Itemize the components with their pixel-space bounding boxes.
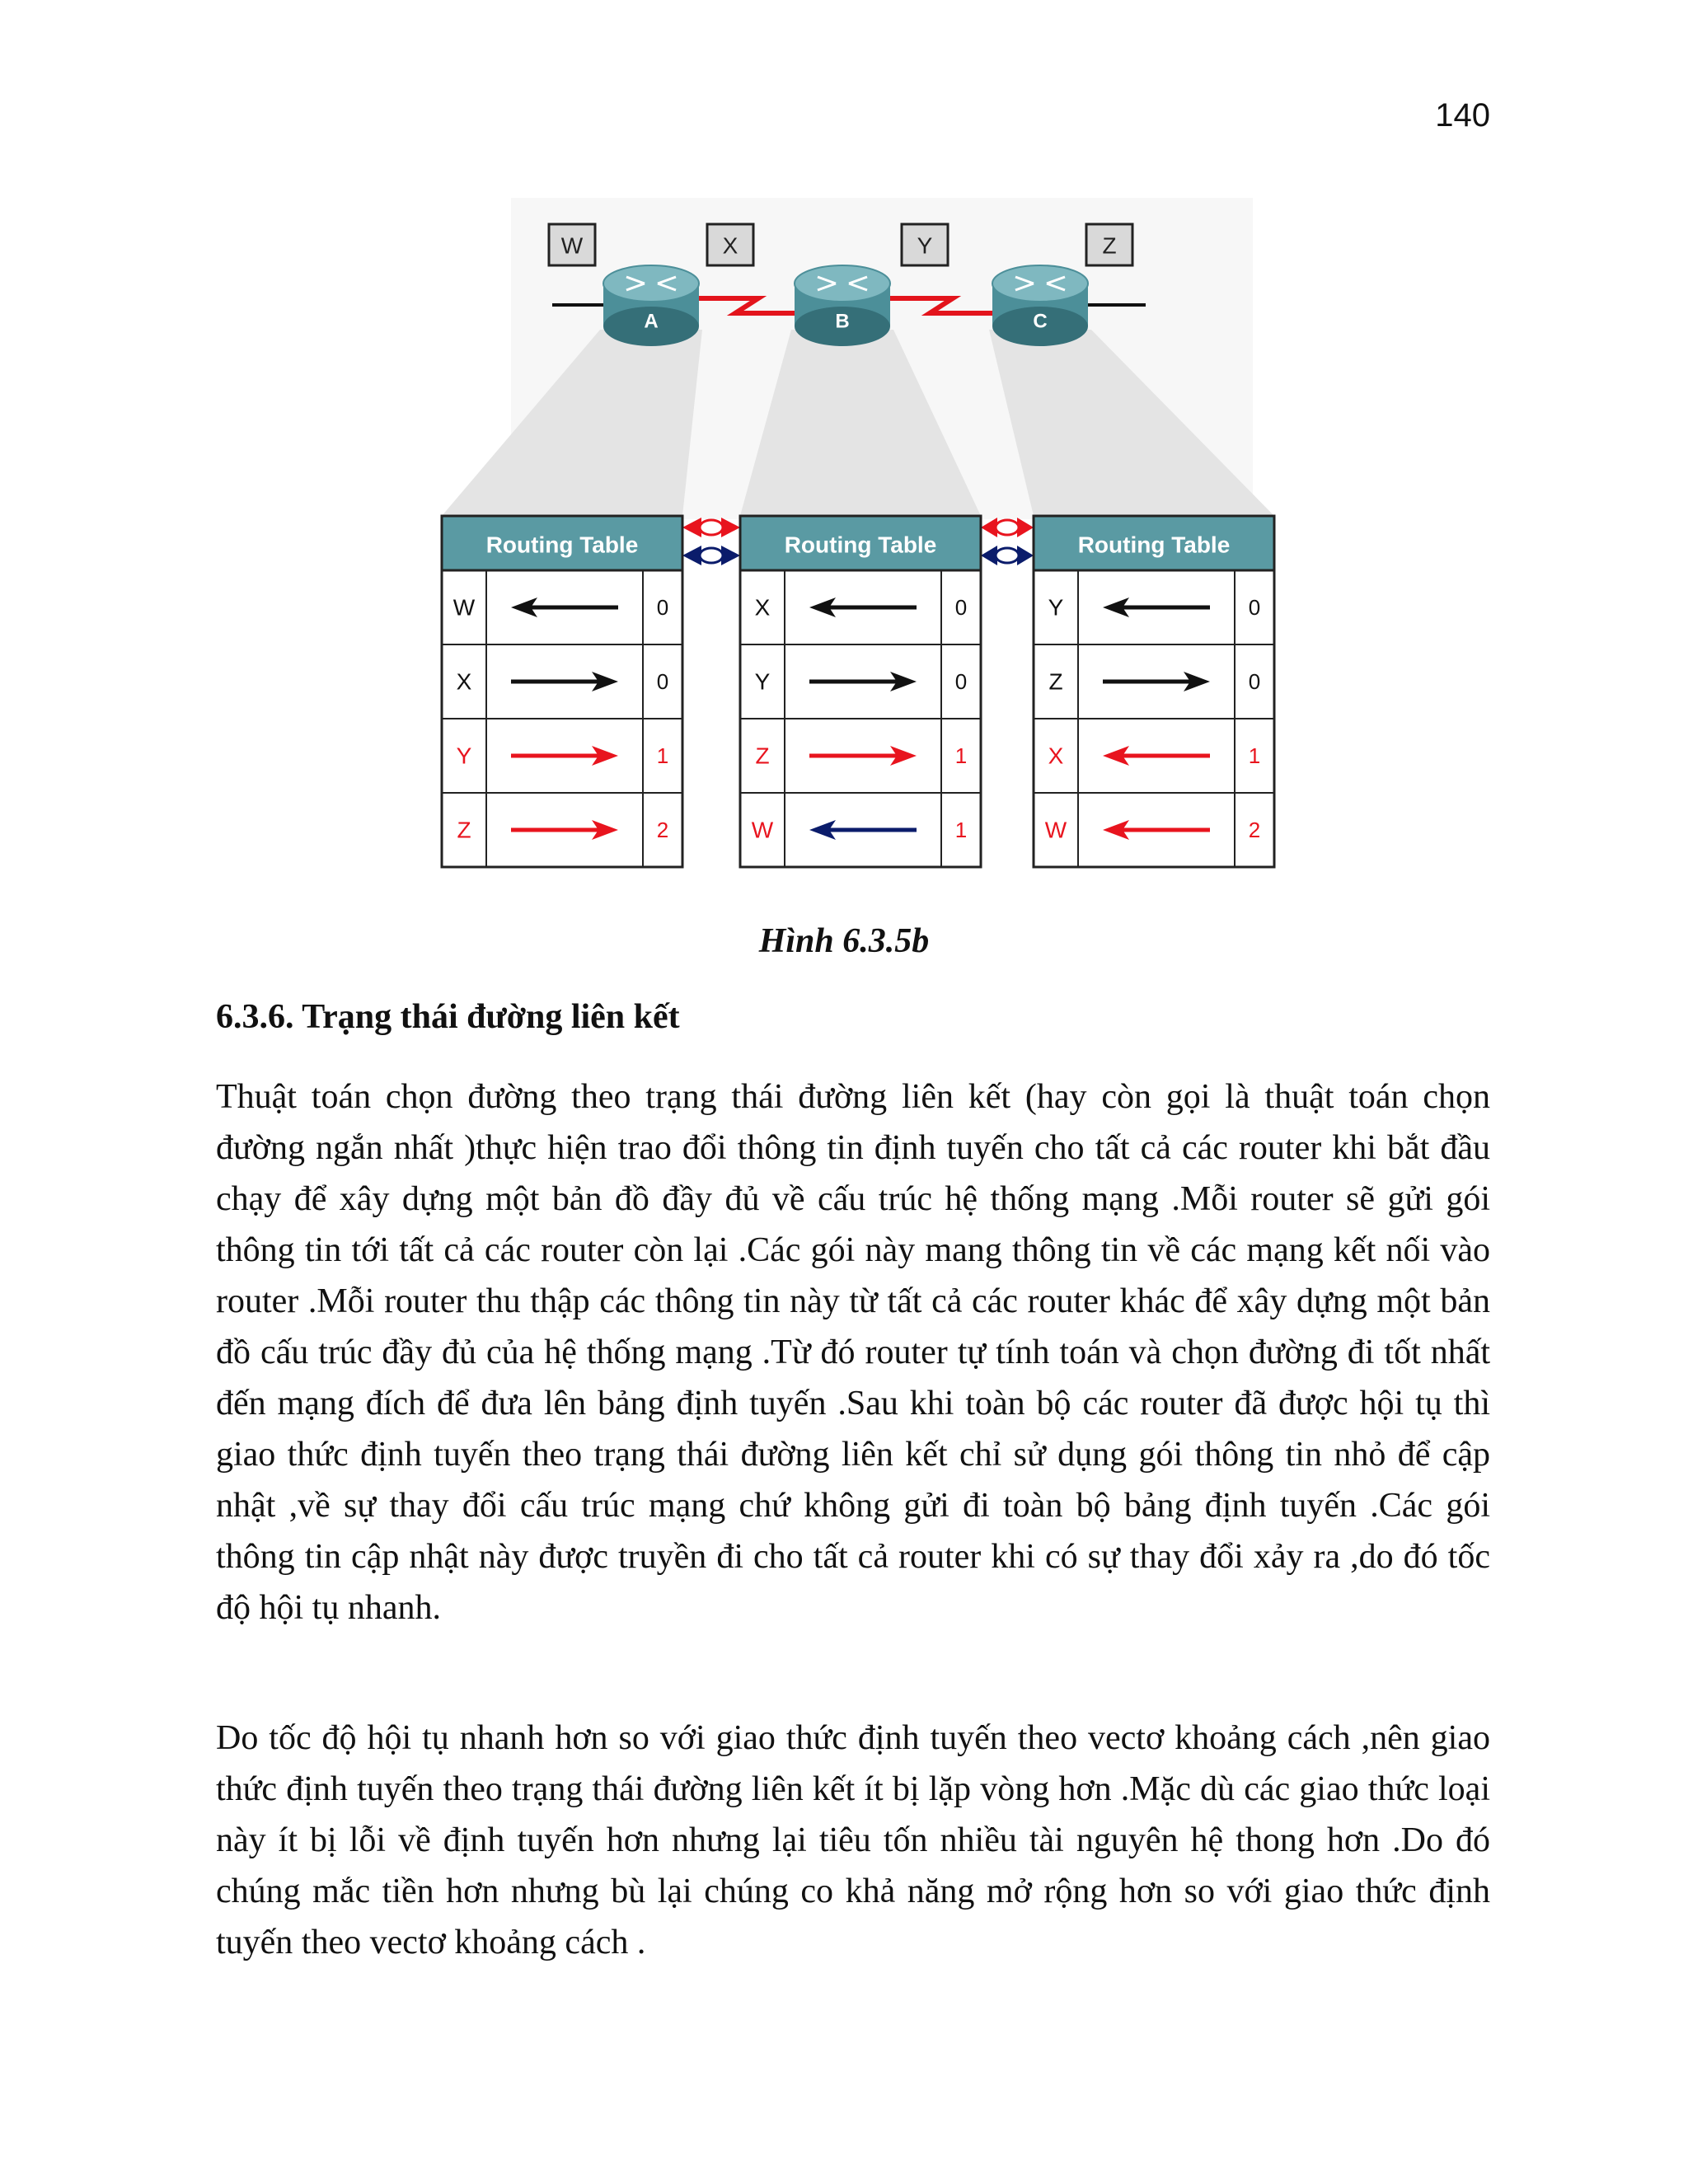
routing-table-b [740, 516, 981, 867]
table-header-text: Routing Table [784, 532, 937, 558]
row-hop-count: 0 [1248, 669, 1261, 694]
routing-table-a [442, 516, 682, 867]
row-network: Z [755, 743, 770, 769]
update-arrow-navy-center [996, 548, 1019, 563]
row-network: Y [1048, 594, 1064, 621]
row-hop-count: 0 [1248, 595, 1261, 620]
network-diagram [429, 198, 1335, 907]
router-top [992, 265, 1088, 302]
update-arrow-red-center [700, 520, 723, 535]
update-exchange-b-c [981, 518, 1034, 565]
row-network: W [751, 817, 774, 843]
network-label-text: W [560, 232, 584, 259]
routing-table-c [1034, 516, 1274, 867]
network-label-w [549, 224, 595, 265]
row-hop-count: 1 [656, 743, 669, 768]
row-network: W [452, 594, 476, 621]
row-hop-count: 1 [1248, 743, 1261, 768]
network-label-z [1086, 224, 1132, 265]
row-network: X [1048, 743, 1064, 769]
row-hop-count: 0 [954, 669, 968, 694]
row-hop-count: 0 [656, 669, 669, 694]
row-network: Z [1048, 668, 1063, 695]
router-b-icon [795, 265, 890, 346]
row-network: Y [754, 668, 771, 695]
router-a-icon [603, 265, 699, 346]
row-network: Y [456, 743, 472, 769]
router-label: A [644, 310, 659, 333]
paragraph-1: Thuật toán chọn đường theo trạng thái đường liên kết (hay còn gọi là thuật toán chọn đường ngắn nhất )thực hiện trao đổi thông tin định tuyến cho tất cả các router khi bắt đầu chạy để xây dựng một bản đồ đầy đủ về cấu trúc hệ thống mạng .Mỗi router sẽ gửi gói thông tin tới tất cả các router còn lại .Các gói này mang thông tin về các mạng kết nối vào router .Mỗi router thu thập các thông tin này từ tất cả các router khác để xây dựng một bản đồ cấu trúc đầy đủ của hệ thống mạng .Từ đó router tự tính toán và chọn đường đi tốt nhất đến mạng đích để đưa lên bảng định tuyến .Sau khi toàn bộ các router đã được hội tụ thì giao thức định tuyến theo trạng thái đường liên kết chỉ sử dụng gói thông tin nhỏ để cập nhật ,về sự thay đổi cấu trúc mạng chứ không gửi đi toàn bộ bảng định tuyến .Các gói thông tin cập nhật này được truyền đi cho tất cả router khi có sự thay đổi xảy ra ,do đó tốc độ hội tụ nhanh. [216, 1078, 1490, 1627]
network-label-text: Y [917, 232, 933, 259]
update-arrow-navy-center [700, 548, 723, 563]
row-network: Z [457, 817, 471, 843]
page-number: 140 [1435, 97, 1490, 134]
router-top [603, 265, 699, 302]
router-top [795, 265, 890, 302]
update-arrow-red-center [996, 520, 1019, 535]
router-label: B [835, 310, 850, 333]
network-label-x [707, 224, 753, 265]
row-hop-count: 0 [954, 595, 968, 620]
table-header-text: Routing Table [1077, 532, 1231, 558]
update-exchange-a-b [682, 518, 740, 565]
table-header-text: Routing Table [485, 532, 639, 558]
row-hop-count: 0 [656, 595, 669, 620]
row-hop-count: 1 [954, 818, 968, 842]
row-network: X [456, 668, 472, 695]
network-label-y [902, 224, 948, 265]
routing-table-figure [429, 198, 1335, 907]
router-c-icon [992, 265, 1088, 346]
network-label-text: X [722, 232, 738, 259]
row-network: W [1044, 817, 1067, 843]
router-label: C [1033, 310, 1048, 333]
row-hop-count: 2 [1248, 818, 1261, 842]
row-network: X [754, 594, 771, 621]
row-hop-count: 1 [954, 743, 968, 768]
row-hop-count: 2 [656, 818, 669, 842]
paragraph-2: Do tốc độ hội tụ nhanh hơn so với giao thức định tuyến theo vectơ khoảng cách ,nên giao thức định tuyến theo trạng thái đường liên kết ít bị lặp vòng hơn .Mặc dù các giao thức loại này ít bị lỗi về định tuyến hơn nhưng lại tiêu tốn nhiều tài nguyên hệ thong hơn .Do đó chúng mắc tiền hơn nhưng bù lại chúng co khả năng mở rộng hơn so với giao thức định tuyến theo vectơ khoảng cách . [216, 1719, 1490, 1961]
figure-caption: Hình 6.3.5b [758, 922, 930, 960]
network-label-text: Z [1102, 232, 1117, 259]
section-heading: 6.3.6. Trạng thái đường liên kết [216, 998, 680, 1036]
